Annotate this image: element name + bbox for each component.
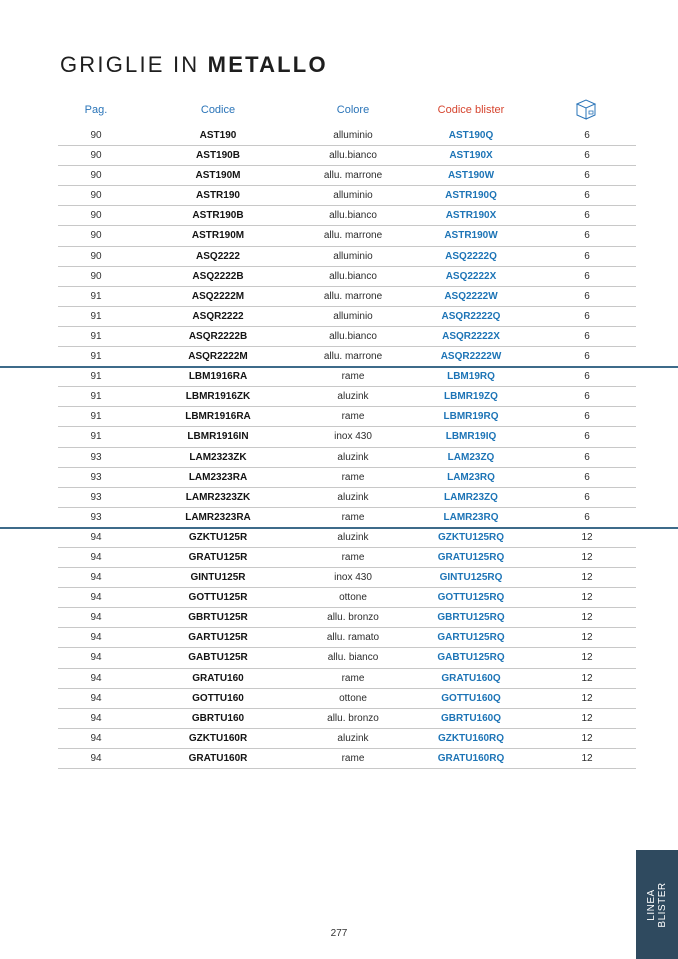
row-blister-code: ASQR2222X <box>442 330 500 342</box>
side-tab-line2: BLISTER <box>657 882 668 928</box>
table-row <box>58 709 636 729</box>
row-code: GZKTU125R <box>188 531 248 543</box>
group-separator <box>0 366 678 368</box>
row-color: aluzink <box>337 491 369 503</box>
row-quantity: 12 <box>581 551 593 563</box>
row-code: GZKTU160R <box>188 732 248 744</box>
row-quantity: 12 <box>581 592 593 604</box>
row-blister-code: LBMR19RQ <box>443 411 499 423</box>
row-page: 94 <box>90 692 102 704</box>
table-row <box>58 327 636 347</box>
side-tab[interactable] <box>636 850 678 959</box>
row-quantity: 6 <box>584 170 590 182</box>
table-row <box>58 146 636 166</box>
row-blister-code: GBRTU160Q <box>440 712 502 724</box>
row-quantity: 6 <box>584 130 590 141</box>
table-row <box>58 588 636 608</box>
table-row <box>58 247 636 267</box>
row-code: LAM2323RA <box>188 471 248 483</box>
row-blister-code: ASQR2222Q <box>441 310 501 322</box>
row-page: 94 <box>90 732 102 744</box>
row-blister-code: GOTTU125RQ <box>437 592 505 604</box>
row-color: aluzink <box>337 531 369 543</box>
row-quantity: 12 <box>581 572 593 584</box>
table-row <box>58 608 636 628</box>
row-quantity: 12 <box>581 632 593 644</box>
table-row <box>58 267 636 287</box>
table-header <box>58 96 636 126</box>
row-blister-code: ASTR190Q <box>445 190 497 202</box>
row-code: ASTR190M <box>191 230 245 242</box>
row-page: 94 <box>90 652 102 664</box>
row-page: 94 <box>90 572 102 584</box>
row-color: inox 430 <box>334 572 372 584</box>
table-row <box>58 186 636 206</box>
row-page: 90 <box>90 190 102 202</box>
row-blister-code: ASQ2222X <box>445 270 497 282</box>
row-code: LBMR1916ZK <box>185 391 251 403</box>
row-color: alluminio <box>333 130 373 141</box>
row-color: rame <box>341 511 365 523</box>
row-color: allu. ramato <box>326 632 380 644</box>
table-body <box>58 126 636 769</box>
row-color: aluzink <box>337 732 369 744</box>
row-code: ASQ2222 <box>196 250 240 262</box>
row-quantity: 6 <box>584 210 590 222</box>
row-page: 94 <box>90 632 102 644</box>
row-blister-code: ASQ2222W <box>444 290 498 302</box>
table-row <box>58 568 636 588</box>
row-color: allu.bianco <box>329 210 377 222</box>
row-color: alluminio <box>333 310 373 322</box>
row-blister-code: GBRTU125RQ <box>437 612 505 624</box>
row-code: LBM1916RA <box>188 371 248 383</box>
row-quantity: 12 <box>581 752 593 764</box>
row-code: ASQ2222M <box>191 290 245 302</box>
row-color: allu.bianco <box>329 150 377 162</box>
row-blister-code: GZKTU160RQ <box>437 732 505 744</box>
row-code: GINTU125R <box>190 572 246 584</box>
row-blister-code: GINTU125RQ <box>439 572 503 584</box>
row-blister-code: GARTU125RQ <box>437 632 505 644</box>
row-blister-code: LAM23RQ <box>447 471 495 483</box>
table-row <box>58 488 636 508</box>
row-page: 93 <box>90 491 102 503</box>
row-page: 94 <box>90 612 102 624</box>
row-quantity: 6 <box>584 431 590 443</box>
table-row <box>58 528 636 548</box>
row-quantity: 6 <box>584 511 590 523</box>
table-row <box>58 468 636 488</box>
row-page: 94 <box>90 592 102 604</box>
row-page: 93 <box>90 471 102 483</box>
row-code: AST190B <box>196 150 240 162</box>
row-blister-code: AST190W <box>447 170 495 182</box>
row-code: GARTU125R <box>188 632 248 644</box>
row-page: 91 <box>90 290 102 302</box>
row-quantity: 12 <box>581 612 593 624</box>
row-color: alluminio <box>333 250 373 262</box>
row-page: 94 <box>90 672 102 684</box>
row-color: ottone <box>339 592 367 604</box>
row-color: allu. marrone <box>323 351 383 363</box>
title-light: GRIGLIE IN <box>60 52 200 77</box>
row-blister-code: AST190X <box>449 150 493 162</box>
row-color: allu. bianco <box>327 652 379 664</box>
row-quantity: 6 <box>584 250 590 262</box>
row-blister-code: LAM23ZQ <box>447 451 495 463</box>
row-quantity: 6 <box>584 310 590 322</box>
row-color: ottone <box>339 692 367 704</box>
header-pag: Pag. <box>84 104 108 116</box>
row-color: allu. marrone <box>323 230 383 242</box>
row-page: 90 <box>90 130 102 141</box>
page-number: 277 <box>330 928 348 939</box>
row-code: GABTU125R <box>188 652 248 664</box>
row-color: allu.bianco <box>329 270 377 282</box>
table-row <box>58 206 636 226</box>
row-quantity: 12 <box>581 692 593 704</box>
row-blister-code: ASQ2222Q <box>445 250 497 262</box>
row-color: allu. bronzo <box>327 612 379 624</box>
row-blister-code: GOTTU160Q <box>441 692 501 704</box>
row-page: 94 <box>90 712 102 724</box>
header-color: Colore <box>336 104 370 116</box>
page-title <box>60 52 328 78</box>
table-row <box>58 628 636 648</box>
row-blister-code: LBMR19ZQ <box>444 391 498 403</box>
row-code: GRATU160 <box>192 672 244 684</box>
row-quantity: 12 <box>581 672 593 684</box>
row-code: ASQ2222B <box>192 270 244 282</box>
row-code: GBRTU125R <box>188 612 248 624</box>
row-blister-code: ASTR190X <box>445 210 497 222</box>
table-row <box>58 166 636 186</box>
row-blister-code: LBM19RQ <box>447 371 495 383</box>
row-code: AST190M <box>195 170 241 182</box>
row-quantity: 6 <box>584 471 590 483</box>
row-page: 90 <box>90 250 102 262</box>
row-code: AST190 <box>199 130 237 141</box>
table-row <box>58 448 636 468</box>
row-color: rame <box>341 672 365 684</box>
table-row <box>58 729 636 749</box>
header-blister: Codice blister <box>437 104 505 116</box>
group-separator <box>0 527 678 529</box>
row-color: allu. bronzo <box>327 712 379 724</box>
row-code: ASTR190B <box>192 210 244 222</box>
table-row <box>58 407 636 427</box>
row-color: allu. marrone <box>323 290 383 302</box>
row-color: rame <box>341 471 365 483</box>
table-row <box>58 126 636 146</box>
row-code: ASTR190 <box>196 190 240 202</box>
row-color: rame <box>341 551 365 563</box>
row-blister-code: GZKTU125RQ <box>437 531 505 543</box>
row-blister-code: GABTU125RQ <box>437 652 505 664</box>
row-blister-code: ASTR190W <box>444 230 498 242</box>
table-row <box>58 427 636 447</box>
table-row <box>58 689 636 709</box>
row-code: LAMR2323ZK <box>185 491 251 503</box>
row-blister-code: GRATU160RQ <box>437 752 505 764</box>
row-code: GBRTU160 <box>191 712 245 724</box>
row-color: rame <box>341 752 365 764</box>
row-quantity: 6 <box>584 451 590 463</box>
row-color: aluzink <box>337 451 369 463</box>
row-code: ASQR2222B <box>188 330 248 342</box>
row-quantity: 6 <box>584 270 590 282</box>
row-quantity: 12 <box>581 712 593 724</box>
row-quantity: 12 <box>581 531 593 543</box>
row-code: ASQR2222M <box>188 351 248 363</box>
row-page: 91 <box>90 330 102 342</box>
row-code: LBMR1916IN <box>187 431 249 443</box>
table-row <box>58 367 636 387</box>
product-table <box>58 96 636 769</box>
row-blister-code: GRATU125RQ <box>437 551 505 563</box>
row-code: GRATU125R <box>188 551 248 563</box>
table-row <box>58 347 636 367</box>
row-blister-code: LAMR23ZQ <box>444 491 498 503</box>
row-blister-code: AST190Q <box>448 130 494 141</box>
row-page: 90 <box>90 270 102 282</box>
row-page: 93 <box>90 511 102 523</box>
row-page: 91 <box>90 371 102 383</box>
row-page: 91 <box>90 310 102 322</box>
row-page: 94 <box>90 551 102 563</box>
table-row <box>58 226 636 246</box>
row-color: alluminio <box>333 190 373 202</box>
row-blister-code: LAMR23RQ <box>443 511 499 523</box>
row-page: 90 <box>90 150 102 162</box>
row-page: 90 <box>90 170 102 182</box>
row-page: 91 <box>90 431 102 443</box>
row-page: 91 <box>90 411 102 423</box>
row-quantity: 6 <box>584 391 590 403</box>
row-quantity: 6 <box>584 330 590 342</box>
table-row <box>58 648 636 668</box>
row-code: GOTTU160 <box>192 692 244 704</box>
table-row <box>58 307 636 327</box>
row-blister-code: LBMR19IQ <box>445 431 497 443</box>
row-color: inox 430 <box>334 431 372 443</box>
row-quantity: 6 <box>584 290 590 302</box>
row-color: aluzink <box>337 391 369 403</box>
row-page: 94 <box>90 752 102 764</box>
row-color: rame <box>341 371 365 383</box>
table-row <box>58 669 636 689</box>
row-quantity: 6 <box>584 371 590 383</box>
side-tab-line1: LINEA <box>646 889 657 921</box>
row-color: allu.bianco <box>329 330 377 342</box>
row-color: rame <box>341 411 365 423</box>
row-code: ASQR2222 <box>192 310 244 322</box>
row-code: LAMR2323RA <box>185 511 251 523</box>
row-quantity: 6 <box>584 411 590 423</box>
row-blister-code: GRATU160Q <box>441 672 501 684</box>
row-quantity: 6 <box>584 150 590 162</box>
row-quantity: 6 <box>584 351 590 363</box>
row-quantity: 12 <box>581 732 593 744</box>
row-quantity: 12 <box>581 652 593 664</box>
box-icon <box>573 96 599 127</box>
row-page: 93 <box>90 451 102 463</box>
header-code: Codice <box>200 104 236 116</box>
row-page: 90 <box>90 210 102 222</box>
row-quantity: 6 <box>584 230 590 242</box>
table-row <box>58 548 636 568</box>
row-blister-code: ASQR2222W <box>440 351 502 363</box>
row-color: allu. marrone <box>323 170 383 182</box>
row-code: LAM2323ZK <box>189 451 247 463</box>
row-code: LBMR1916RA <box>185 411 251 423</box>
row-code: GOTTU125R <box>188 592 248 604</box>
row-code: GRATU160R <box>188 752 248 764</box>
side-tab-label <box>646 882 668 927</box>
table-row <box>58 387 636 407</box>
title-bold: METALLO <box>207 52 328 77</box>
row-page: 91 <box>90 351 102 363</box>
row-page: 94 <box>90 531 102 543</box>
row-page: 91 <box>90 391 102 403</box>
table-row <box>58 508 636 528</box>
row-page: 90 <box>90 230 102 242</box>
table-row <box>58 287 636 307</box>
row-quantity: 6 <box>584 491 590 503</box>
table-row <box>58 749 636 769</box>
row-quantity: 6 <box>584 190 590 202</box>
